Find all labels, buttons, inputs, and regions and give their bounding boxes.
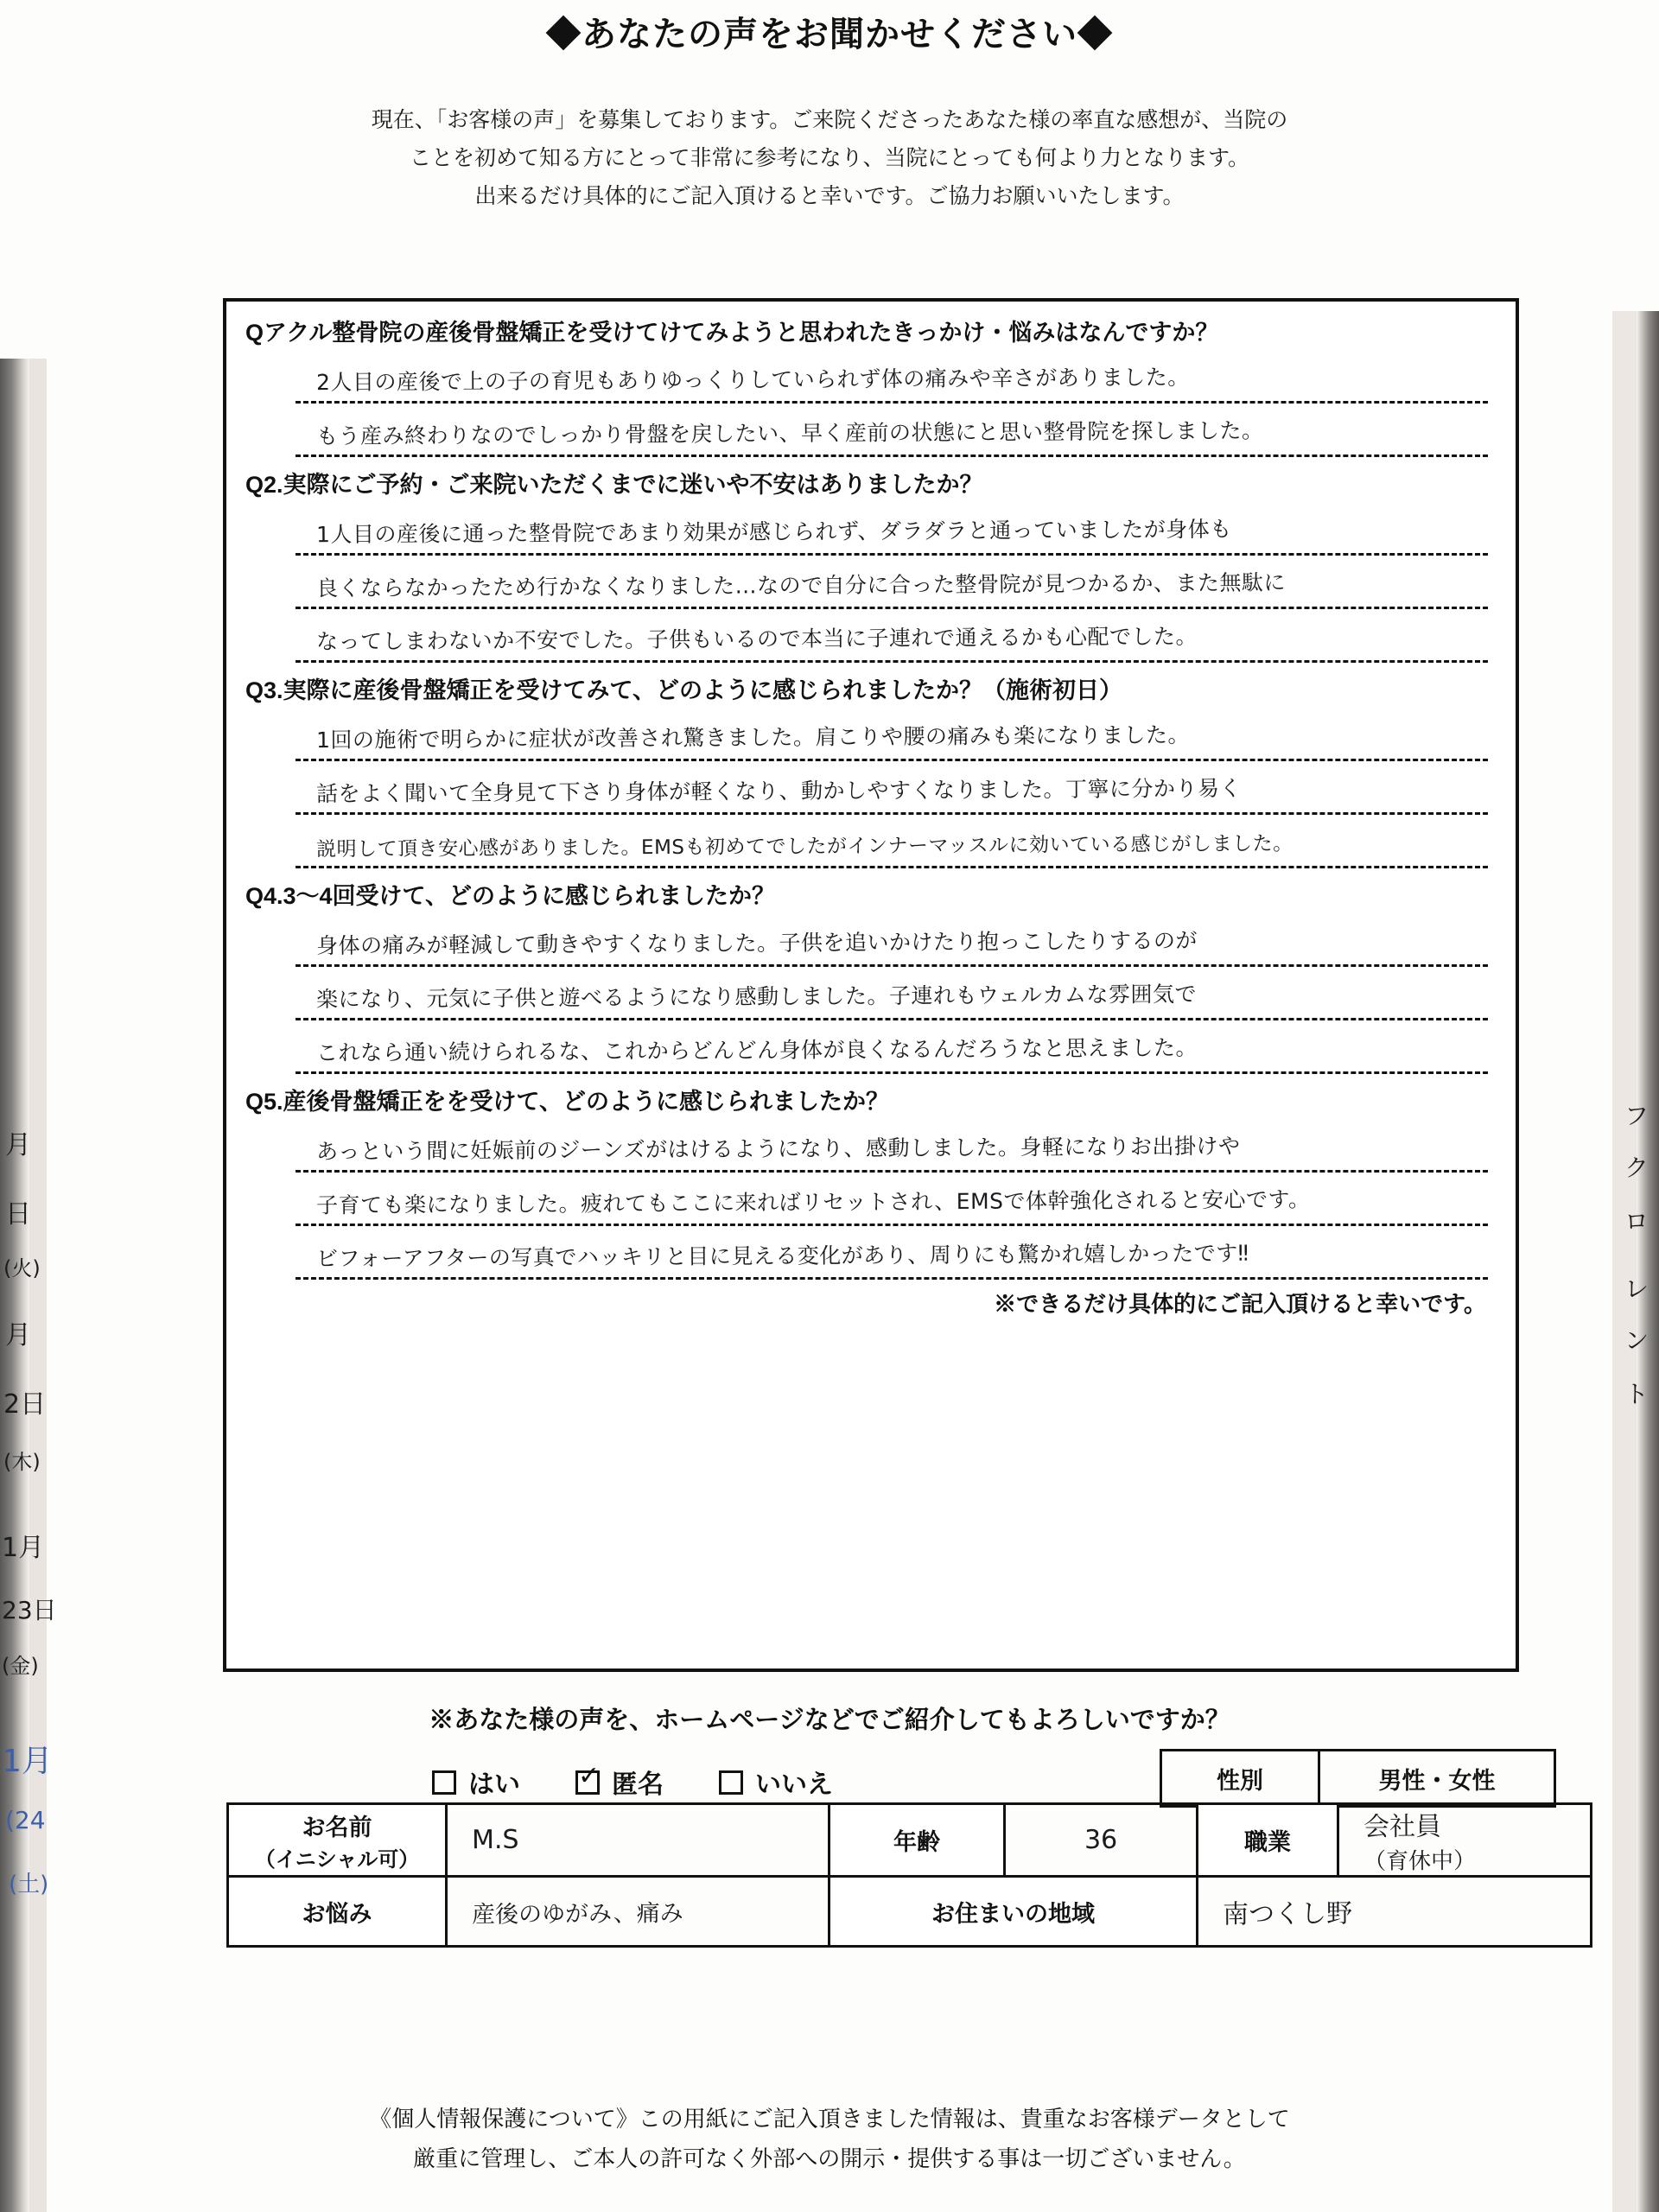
consent-option-anonymous-label: 匿名 <box>612 1770 664 1799</box>
gender-value[interactable]: 男性・女性 <box>1319 1751 1555 1807</box>
question-1-answer-line-2 <box>296 404 1488 457</box>
handwriting: もう産み終わりなのでしっかり骨盤を戻したい、早く産前の状態にと思い整骨院を探しました。 <box>315 417 1264 449</box>
name-label <box>228 1804 447 1877</box>
handwriting: 会社員 <box>1363 1811 1442 1843</box>
side-mark-left-0: 月 <box>5 1130 31 1160</box>
side-mark-left-5: (木) <box>3 1450 41 1474</box>
handwriting: 話をよく聞いて全身見て下さり身体が軽くなり、動かしやすくなりました。丁寧に分かり易く <box>315 775 1243 807</box>
intro-line-3: 出来るだけ具体的にご記入頂けると幸いです。ご協力お願いいたします。 <box>474 183 1185 208</box>
handwriting: 36 <box>1084 1824 1118 1856</box>
name-label-sub: （イニシャル可） <box>254 1847 420 1872</box>
question-1-label: Qアクル整骨院の産後骨盤矯正を受けてけてみようと思われたきっかけ・悩みはなんですか？ <box>245 320 1219 346</box>
checkbox-checked-icon[interactable] <box>575 1770 600 1795</box>
scan-edge-right-inner <box>1612 311 1637 2212</box>
question-5-answer-line-2 <box>296 1173 1488 1226</box>
questionnaire-box <box>223 298 1519 1672</box>
side-mark-right-2: ロ <box>1624 1207 1649 1236</box>
consent-options <box>432 1763 833 1801</box>
checkbox-icon[interactable] <box>719 1770 743 1795</box>
consent-option-yes-label: はい <box>468 1770 520 1799</box>
gender-table <box>1160 1749 1556 1808</box>
consent-option-no-label: いいえ <box>755 1770 833 1799</box>
handwriting: M.S <box>471 1824 519 1856</box>
handwriting: 良くならなかったため行かなくなりました…なので自分に合った整骨院が見つかるか、また無駄に <box>315 569 1287 601</box>
side-mark-left-8: (金) <box>2 1654 39 1678</box>
handwriting: 南つくし野 <box>1222 1898 1353 1930</box>
side-mark-right-4: ン <box>1624 1326 1649 1355</box>
side-mark-right-0: フ <box>1624 1102 1649 1130</box>
handwriting-sub: （育休中） <box>1363 1847 1477 1875</box>
side-mark-left-7: 23日 <box>2 1596 57 1624</box>
question-3-label: Q3.実際に産後骨盤矯正を受けてみて、どのように感じられましたか？（施術初日） <box>245 677 1122 703</box>
privacy-line-2: 厳重に管理し、ご本人の許可なく外部への開示・提供する事は一切ございません。 <box>413 2145 1246 2171</box>
area-value[interactable] <box>1198 1877 1592 1947</box>
side-mark-left-11: (土) <box>9 1872 49 1897</box>
handwriting: あっという間に妊娠前のジーンズがはけるようになり、感動しました。身軽になりお出掛けや <box>315 1133 1241 1165</box>
gender-label: 性別 <box>1161 1751 1319 1807</box>
handwriting: 子育ても楽になりました。疲れてもここに来ればリセットされ、EMSで体幹強化されると安心です。 <box>315 1186 1311 1218</box>
handwriting: 1回の施術で明らかに症状が改善され驚きました。肩こりや腰の痛みも楽になりました。 <box>315 721 1191 753</box>
table-row <box>228 1804 1592 1877</box>
handwriting: 2人目の産後で上の子の育児もありゆっくりしていられず体の痛みや辛さがありました。 <box>315 364 1190 396</box>
question-3-answer-line-3 <box>296 815 1488 868</box>
handwriting: 説明して頂き安心感がありました。EMSも初めてでしたがインナーマッスルに効いている感じがしました。 <box>315 832 1294 861</box>
handwriting: 楽になり、元気に子供と遊べるようになり感動しました。子連れもウェルカムな雰囲気で <box>315 981 1198 1013</box>
question-5-answer-line-1 <box>296 1119 1488 1173</box>
job-value[interactable] <box>1338 1804 1592 1877</box>
page-title: ◆あなたの声をお聞かせください◆ <box>546 16 1113 54</box>
privacy-footer <box>0 2100 1659 2178</box>
side-mark-left-2: (火) <box>3 1256 41 1281</box>
name-value[interactable] <box>447 1804 830 1877</box>
age-label: 年齢 <box>830 1804 1005 1877</box>
handwriting: 身体の痛みが軽減して動きやすくなりました。子供を追いかけたり抱っこしたりするのが <box>315 927 1198 959</box>
question-3-answer-line-2 <box>296 761 1488 815</box>
side-mark-right-3: レ <box>1624 1274 1649 1303</box>
name-label-main: お名前 <box>302 1814 372 1840</box>
handwriting: 1人目の産後に通った整骨院であまり効果が感じられず、ダラダラと通っていましたが身体も <box>315 516 1232 548</box>
consent-option-no[interactable] <box>719 1763 833 1801</box>
scan-edge-right <box>1637 311 1659 2212</box>
job-label: 職業 <box>1198 1804 1338 1877</box>
side-mark-left-3: 月 <box>5 1320 31 1351</box>
checkbox-icon[interactable] <box>432 1770 456 1795</box>
worry-value[interactable] <box>447 1877 830 1947</box>
intro-line-2: ことを初めて知る方にとって非常に参考になり、当院にとっても何より力となります。 <box>409 145 1249 170</box>
question-2-answer-line-1 <box>296 502 1488 556</box>
question-5-answer-line-3 <box>296 1226 1488 1280</box>
scan-edge-left-inner <box>29 359 47 2212</box>
question-4-answer-line-1 <box>296 913 1488 967</box>
question-1-answer-line-1 <box>296 350 1488 404</box>
question-4-label: Q4.3～4回受けて、どのように感じられましたか？ <box>245 883 776 909</box>
side-mark-left-6: 1月 <box>2 1533 45 1563</box>
question-2-label: Q2.実際にご予約・ご来院いただくまでに迷いや不安はありましたか？ <box>245 472 983 498</box>
scan-edge-left <box>0 359 29 2212</box>
question-4-answer-line-2 <box>296 967 1488 1020</box>
box-note: ※できるだけ具体的にご記入頂けると幸いです。 <box>994 1291 1486 1317</box>
handwriting: 産後のゆがみ、痛み <box>471 1899 683 1929</box>
area-label: お住まいの地域 <box>830 1877 1198 1947</box>
side-mark-left-10: (24 <box>5 1806 46 1834</box>
handwriting: ビフォーアフターの写真でハッキリと目に見える変化があり、周りにも驚かれ嬉しかったです‼ <box>315 1240 1249 1272</box>
worry-label: お悩み <box>228 1877 447 1947</box>
consent-question: ※あなた様の声を、ホームページなどでご紹介してもよろしいですか？ <box>429 1707 1230 1734</box>
handwriting: これなら通い続けられるな、これからどんどん身体が良くなるんだろうなと思えました。 <box>315 1034 1198 1066</box>
table-row <box>1161 1751 1555 1807</box>
side-mark-left-4: 2日 <box>3 1389 47 1420</box>
intro-text <box>0 102 1659 215</box>
privacy-line-1: 《個人情報保護について》この用紙にご記入頂きました情報は、貴重なお客様データとして <box>369 2106 1290 2132</box>
handwriting: なってしまわないか不安でした。子供もいるので本当に子連れで通えるかも心配でした。 <box>315 623 1198 655</box>
side-mark-left-9: 1月 <box>2 1744 53 1779</box>
question-2-answer-line-3 <box>296 609 1488 663</box>
consent-option-anonymous[interactable] <box>575 1763 664 1801</box>
age-value[interactable] <box>1005 1804 1198 1877</box>
question-2-answer-line-2 <box>296 556 1488 609</box>
table-row <box>228 1877 1592 1947</box>
side-mark-right-1: ク <box>1624 1154 1649 1182</box>
info-table <box>226 1802 1592 1948</box>
side-mark-right-5: ト <box>1624 1380 1649 1408</box>
consent-option-yes[interactable] <box>432 1763 520 1801</box>
question-4-answer-line-3 <box>296 1020 1488 1074</box>
question-3-answer-line-1 <box>296 708 1488 761</box>
question-5-label: Q5.産後骨盤矯正をを受けて、どのように感じられましたか？ <box>245 1089 889 1115</box>
side-mark-left-1: 日 <box>5 1199 31 1230</box>
intro-line-1: 現在、「お客様の声」を募集しております。ご来院くださったあなた様の率直な感想が、当院の <box>371 108 1288 132</box>
